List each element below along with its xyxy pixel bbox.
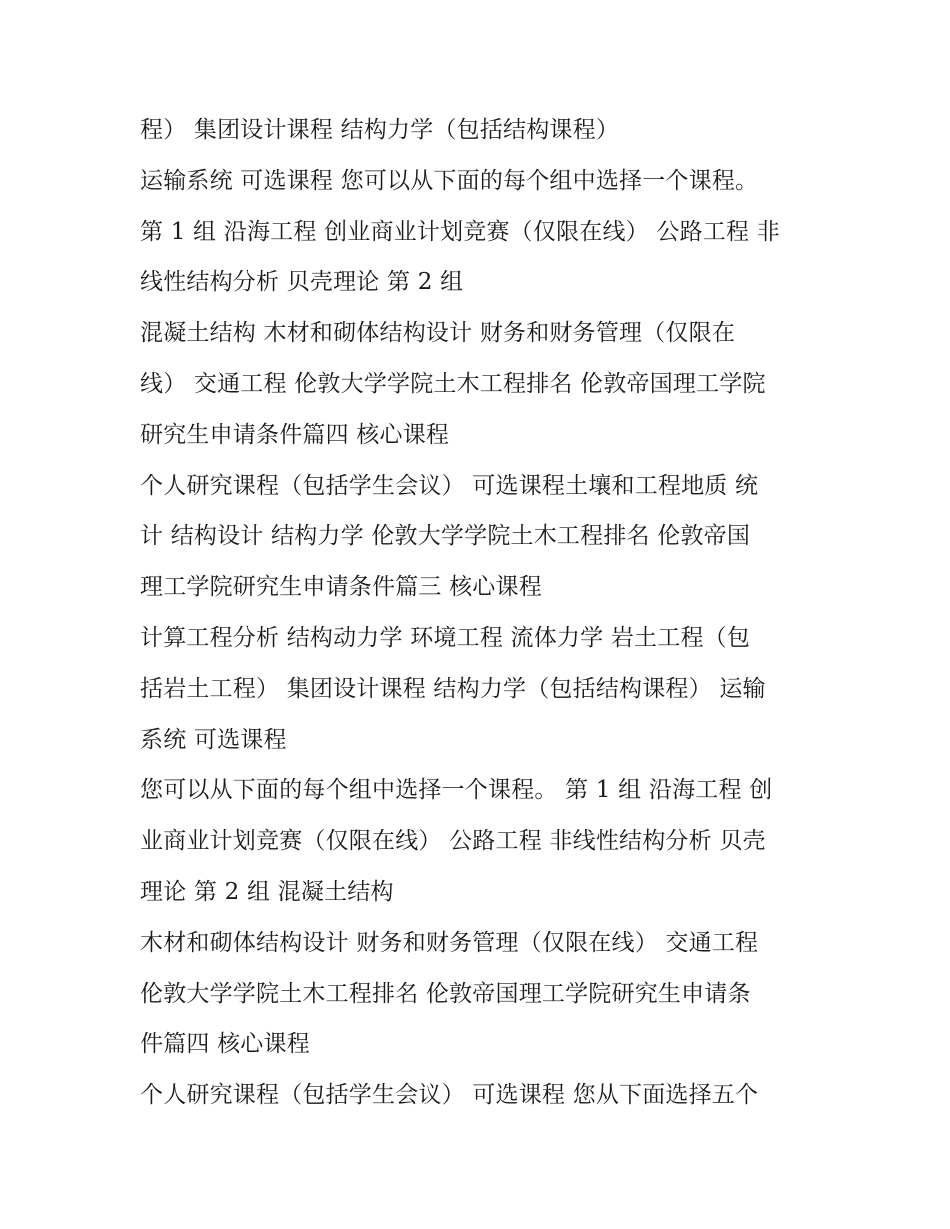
text-line: 理论 第 2 组 混凝土结构 <box>140 878 394 905</box>
text-line: 个人研究课程（包括学生会议） 可选课程土壤和工程地质 统 <box>140 472 759 499</box>
text-line: 件篇四 核心课程 <box>140 1031 310 1058</box>
body-text <box>140 105 820 1121</box>
text-line: 程） 集团设计课程 结构力学（包括结构课程） <box>140 117 620 143</box>
text-line: 运输系统 可选课程 您可以从下面的每个组中选择一个课程。 <box>140 167 759 194</box>
text-line: 第 1 组 沿海工程 创业商业计划竞赛（仅限在线） 公路工程 非 <box>140 218 780 245</box>
text-line: 木材和砌体结构设计 财务和财务管理（仅限在线） 交通工程 <box>140 929 759 956</box>
text-line: 您可以从下面的每个组中选择一个课程。 第 1 组 沿海工程 创 <box>140 777 773 804</box>
text-line: 伦敦大学学院土木工程排名 伦敦帝国理工学院研究生申请条 <box>140 980 751 1007</box>
text-line: 线性结构分析 贝壳理论 第 2 组 <box>140 269 464 296</box>
text-line: 线） 交通工程 伦敦大学学院土木工程排名 伦敦帝国理工学院 <box>140 370 766 397</box>
text-line: 计 结构设计 结构力学 伦敦大学学院土木工程排名 伦敦帝国 <box>140 523 751 550</box>
text-line: 括岩土工程） 集团设计课程 结构力学（包括结构课程） 运输 <box>140 675 766 702</box>
text-line: 研究生申请条件篇四 核心课程 <box>140 421 450 448</box>
text-line: 理工学院研究生申请条件篇三 核心课程 <box>140 574 542 601</box>
text-line: 混凝土结构 木材和砌体结构设计 财务和财务管理（仅限在 <box>140 320 736 347</box>
text-line: 系统 可选课程 <box>140 726 287 753</box>
text-line: 业商业计划竞赛（仅限在线） 公路工程 非线性结构分析 贝壳 <box>140 828 766 855</box>
text-line: 计算工程分析 结构动力学 环境工程 流体力学 岩土工程（包 <box>140 624 751 651</box>
text-line: 个人研究课程（包括学生会议） 可选课程 您从下面选择五个 <box>140 1082 759 1109</box>
